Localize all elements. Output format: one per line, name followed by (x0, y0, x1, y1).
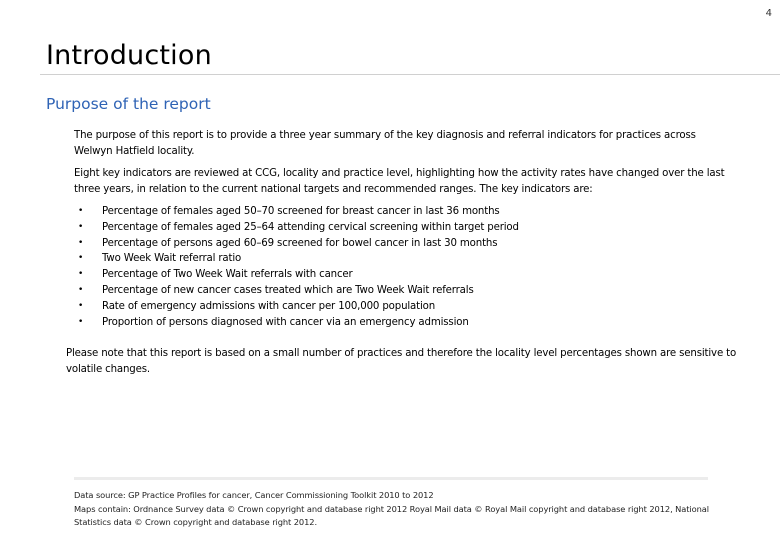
indicator-text: Two Week Wait referral ratio (102, 253, 242, 265)
indicators-intro-paragraph: Eight key indicators are reviewed at CCG, locality and practice level, highlighting how the activity rates have changed over the last three years, in relation to the current national targets and recommended ranges. The key indicators are: (74, 168, 725, 195)
purpose-paragraph: The purpose of this report is to provide a three year summary of the key diagnosis and referral indicators for practices across Welwyn Hatfield locality. (74, 130, 696, 157)
indicator-text: Percentage of females aged 25–64 attending cervical screening within target period (102, 221, 519, 233)
footer-divider (74, 477, 708, 480)
bullet-icon: • (78, 284, 84, 295)
list-item (78, 236, 519, 252)
list-item (78, 251, 519, 267)
bullet-icon: • (78, 300, 84, 311)
list-item (78, 299, 519, 315)
page-title: Introduction (46, 40, 212, 71)
indicator-text: Proportion of persons diagnosed with cancer via an emergency admission (102, 316, 469, 328)
bullet-icon: • (78, 253, 84, 264)
note-paragraph: Please note that this report is based on a small number of practices and therefore the locality level percentages shown are sensitive to volatile changes. (66, 348, 737, 375)
list-item (78, 267, 519, 283)
indicator-text: Percentage of females aged 50–70 screened for breast cancer in last 36 months (102, 206, 500, 217)
bullet-icon: • (78, 316, 84, 327)
footer-sources (74, 489, 754, 530)
indicator-text: Percentage of new cancer cases treated which are Two Week Wait referrals (102, 284, 474, 296)
page-number: 4 (765, 8, 772, 19)
list-item (78, 204, 519, 220)
title-divider (40, 74, 780, 75)
bullet-icon: • (78, 221, 84, 232)
key-indicators-list (78, 204, 519, 330)
list-item (78, 283, 519, 299)
footer-copyright-line: Maps contain: Ordnance Survey data © Crown copyright and database right 2012 Royal Mail data © Royal Mail copyright and database right 2012, National (74, 503, 709, 514)
list-item (78, 220, 519, 236)
indicator-text: Rate of emergency admissions with cancer per 100,000 population (102, 300, 436, 312)
footer-data-source: Data source: GP Practice Profiles for cancer, Cancer Commissioning Toolkit 2010 to 2012 (74, 490, 434, 500)
section-subtitle: Purpose of the report (46, 95, 211, 113)
indicator-text: Percentage of Two Week Wait referrals with cancer (102, 269, 353, 281)
footer-copyright-line: Statistics data © Crown copyright and database right 2012. (74, 517, 317, 527)
bullet-icon: • (78, 269, 84, 280)
bullet-icon: • (78, 206, 84, 216)
list-item (78, 315, 519, 331)
bullet-icon: • (78, 237, 84, 248)
indicator-text: Percentage of persons aged 60–69 screened for bowel cancer in last 30 months (102, 237, 498, 249)
